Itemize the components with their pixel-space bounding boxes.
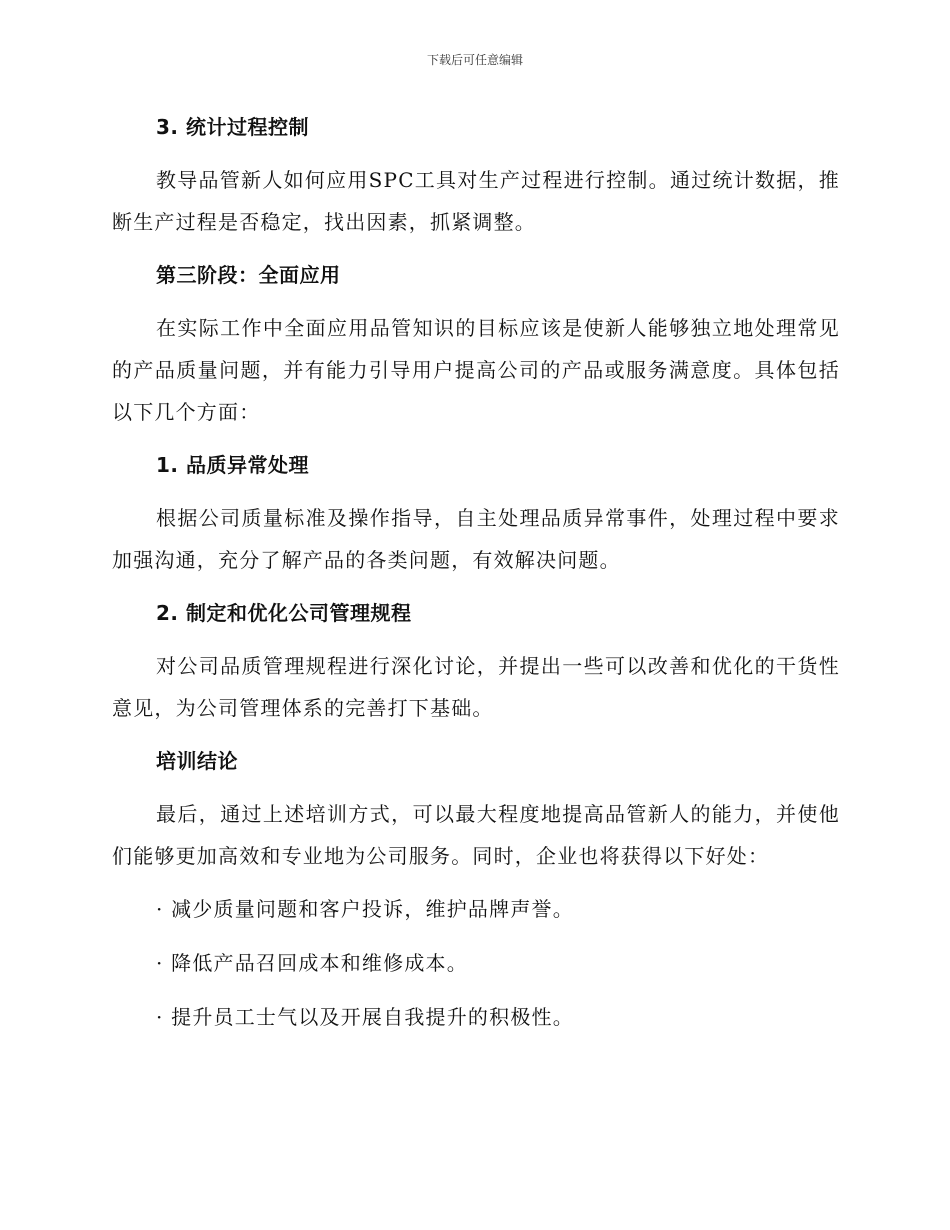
paragraph-spc: 教导品管新人如何应用SPC工具对生产过程进行控制。通过统计数据，推断生产过程是否稳定，找出因素，抓紧调整。	[112, 168, 840, 234]
bullet-item-reduce-issues: · 减少质量问题和客户投诉，维护品牌声誉。	[156, 897, 574, 921]
section-heading-conclusion: 培训结论	[156, 749, 238, 773]
paragraph-conclusion: 最后，通过上述培训方式，可以最大程度地提高品管新人的能力，并使他们能够更加高效和专业地为公司服务。同时，企业也将获得以下好处：	[112, 802, 840, 868]
bullet-item-morale: · 提升员工士气以及开展自我提升的积极性。	[156, 1005, 574, 1029]
document-body	[112, 105, 840, 1049]
bullet-item-reduce-costs: · 降低产品召回成本和维修成本。	[156, 951, 468, 975]
page-header: 下载后可任意编辑	[426, 53, 523, 67]
section-heading-quality-exception: 1. 品质异常处理	[156, 453, 309, 477]
paragraph-management-rules: 对公司品质管理规程进行深化讨论，并提出一些可以改善和优化的干货性意见，为公司管理体系的完善打下基础。	[112, 654, 840, 720]
section-heading-spc: 3. 统计过程控制	[156, 115, 309, 139]
paragraph-stage-three: 在实际工作中全面应用品管知识的目标应该是使新人能够独立地处理常见的产品质量问题，并有能力引导用户提高公司的产品或服务满意度。具体包括以下几个方面：	[112, 316, 840, 424]
paragraph-quality-exception: 根据公司质量标准及操作指导，自主处理品质异常事件，处理过程中要求加强沟通，充分了解产品的各类问题，有效解决问题。	[112, 506, 840, 572]
section-heading-stage-three: 第三阶段：全面应用	[156, 263, 341, 287]
section-heading-management-rules: 2. 制定和优化公司管理规程	[156, 601, 412, 625]
